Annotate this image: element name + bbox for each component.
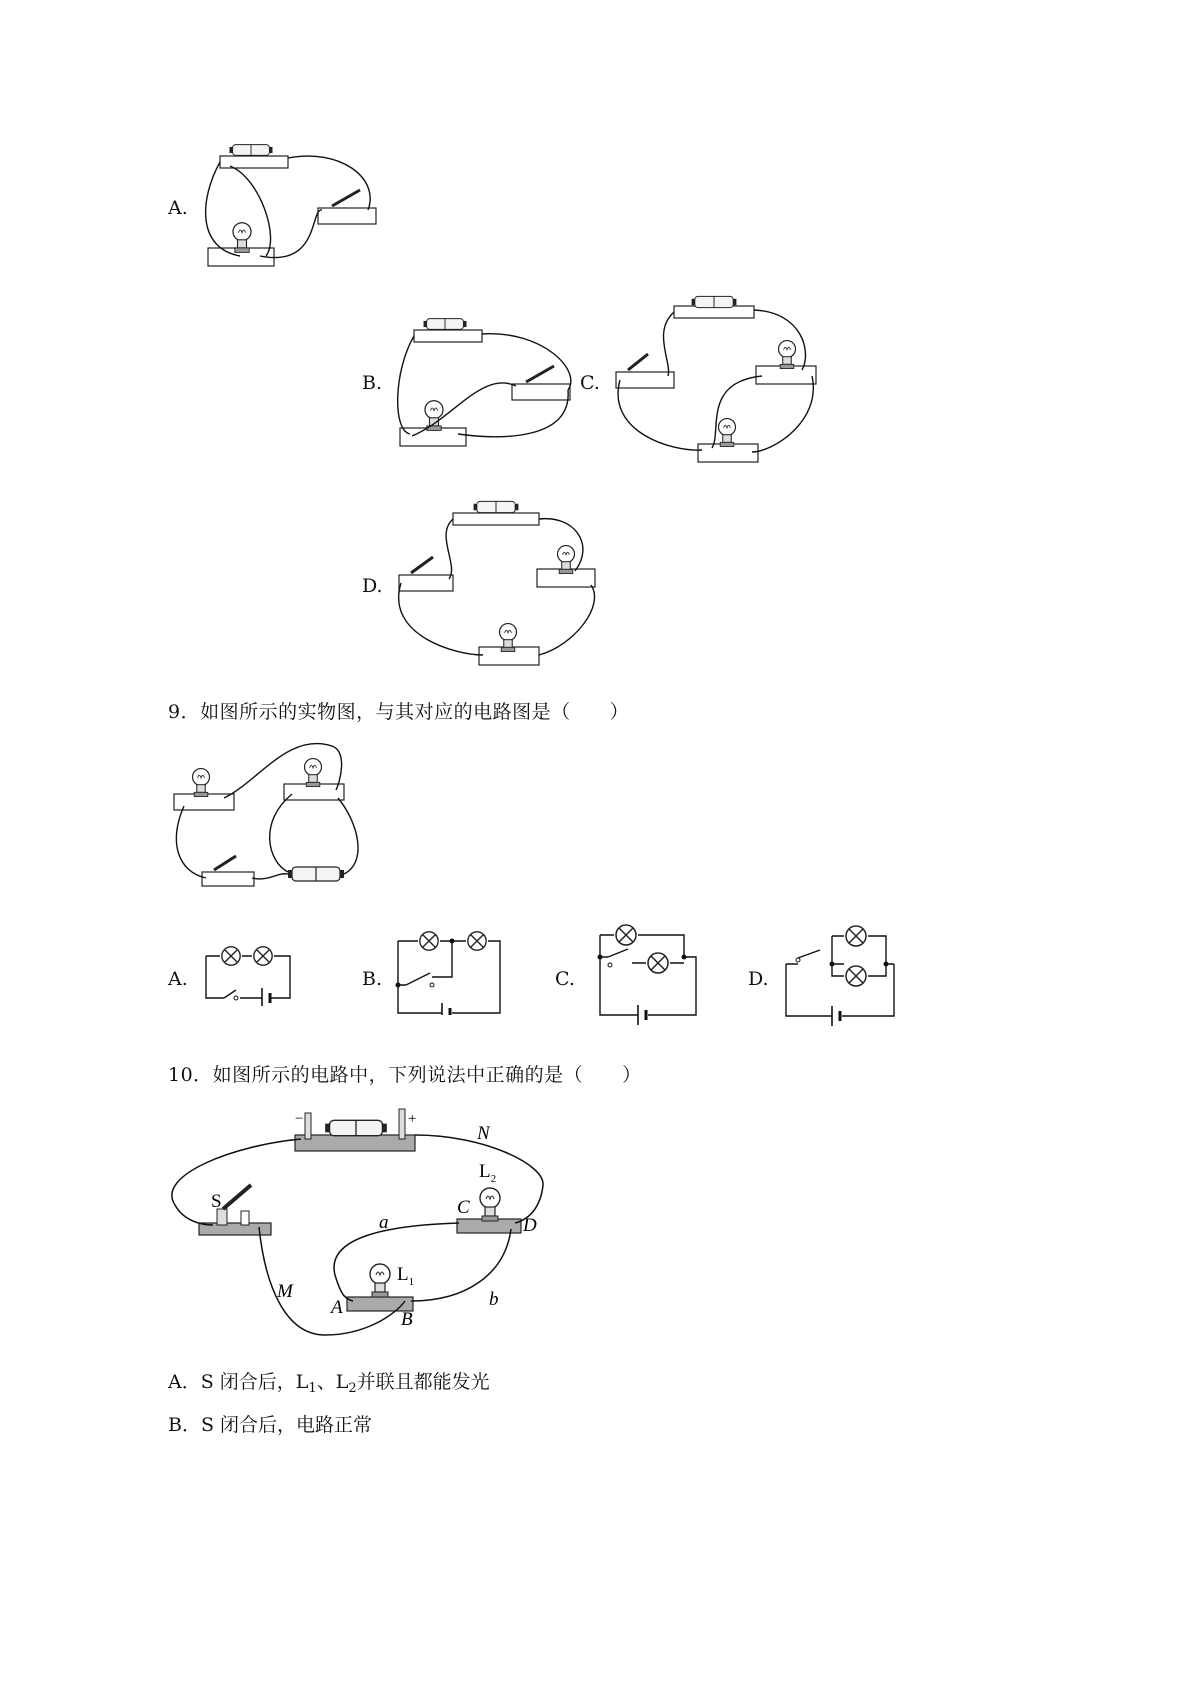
lamp-icon <box>846 966 866 986</box>
lamp-icon <box>254 947 272 965</box>
switch-base <box>512 384 570 400</box>
lamp-icon <box>420 932 438 950</box>
bulb-icon <box>425 401 443 431</box>
switch-symbol <box>406 973 430 985</box>
label-plus: + <box>408 1111 417 1127</box>
label-S: S <box>211 1191 222 1212</box>
q9-stem: 9．如图所示的实物图，与其对应的电路图是（ ） <box>168 701 630 723</box>
switch-lever <box>332 190 360 206</box>
switch-contact <box>796 958 800 962</box>
battery-icon <box>424 319 467 330</box>
label-D: D <box>523 1215 537 1236</box>
schematic-wires <box>786 936 894 1016</box>
battery-bracket <box>399 1109 405 1139</box>
junction-dot <box>450 939 455 944</box>
switch-base <box>318 208 376 224</box>
bulb-icon <box>719 419 736 447</box>
lamp-icon <box>616 925 636 945</box>
switch-base <box>399 575 453 591</box>
q9-physical-circuit-figure <box>168 742 368 892</box>
junction-dot <box>598 955 603 960</box>
junction-dot <box>830 962 835 967</box>
wires <box>206 156 371 258</box>
schematic-wires <box>398 941 500 1013</box>
bulb-icon <box>233 223 251 253</box>
label-L1: $L_1$ <box>397 1264 415 1288</box>
q10-option-b-text: S 闭合后，电路正常 <box>200 1414 373 1436</box>
switch-base <box>616 372 674 388</box>
bulb-icon <box>779 341 796 369</box>
battery-icon <box>692 296 737 307</box>
q9-option-d-schematic <box>782 918 902 1030</box>
battery-icon <box>474 501 519 512</box>
label-L2: $L_2$ <box>479 1161 497 1185</box>
q10-circuit-figure <box>165 1105 555 1355</box>
lamp-icon <box>222 947 240 965</box>
bulb-icon <box>193 769 210 797</box>
q10-stem: 10．如图所示的电路中，下列说法中正确的是（ ） <box>168 1064 642 1086</box>
switch-lever <box>411 557 433 573</box>
lamp-icon <box>846 926 866 946</box>
label-a: a <box>379 1212 389 1233</box>
switch-symbol <box>608 949 628 957</box>
bulb-icon <box>480 1188 500 1221</box>
battery-icon <box>288 867 344 881</box>
bulb-icon <box>370 1264 390 1297</box>
q8-option-c-letter: C. <box>580 372 600 394</box>
q9-option-a-schematic <box>200 938 300 1006</box>
q9-option-c-letter: C. <box>555 968 575 990</box>
q8-option-a-letter: A. <box>168 197 188 219</box>
q9-option-a-letter: A. <box>168 968 188 990</box>
battery-base <box>414 330 482 342</box>
q10-option-b-letter: B． <box>168 1414 201 1436</box>
battery-icon <box>230 145 273 156</box>
q9-option-b-schematic <box>392 925 507 1015</box>
q8-option-a-circuit-figure <box>200 138 390 273</box>
junction-dot <box>396 983 401 988</box>
bulb-icon <box>500 624 517 652</box>
q8-option-b-letter: B. <box>362 372 383 394</box>
q10-option-b <box>168 1410 372 1437</box>
q9-option-d-letter: D. <box>748 968 769 990</box>
label-N: N <box>477 1123 490 1144</box>
switch-contact <box>608 963 612 967</box>
bulb-icon <box>305 759 322 787</box>
schematic-wires <box>206 956 290 998</box>
battery-bracket <box>305 1113 311 1139</box>
switch-lever <box>526 366 554 382</box>
label-C: C <box>457 1197 470 1218</box>
q8-option-d-circuit-figure <box>395 495 600 670</box>
label-A: A <box>331 1297 343 1318</box>
q8-option-b-circuit-figure <box>392 310 582 450</box>
q8-option-d-letter: D. <box>362 575 383 597</box>
junction-dot <box>682 955 687 960</box>
label-M: M <box>277 1281 293 1302</box>
bulb-icon <box>558 546 575 574</box>
label-B: B <box>401 1309 413 1330</box>
q9-option-b-letter: B. <box>362 968 383 990</box>
switch-lever <box>214 856 236 870</box>
battery-icon <box>325 1120 387 1135</box>
battery-base <box>453 513 539 525</box>
schematic-wires <box>600 935 696 1015</box>
lamp-icon <box>468 932 486 950</box>
switch-contact <box>430 983 434 987</box>
q10-option-a-letter: A． <box>168 1371 201 1393</box>
label-minus: − <box>295 1111 304 1127</box>
q9-option-c-schematic <box>588 915 703 1025</box>
battery-base <box>295 1135 415 1151</box>
q10-option-a <box>168 1367 490 1396</box>
wires <box>176 744 358 879</box>
switch-lever <box>628 354 648 370</box>
switch-lever <box>223 1185 251 1209</box>
label-b: b <box>489 1289 499 1310</box>
lamp-icon <box>648 953 668 973</box>
switch-post <box>241 1211 249 1225</box>
q10-option-a-text: S 闭合后，$L_1$、$L_2$并联且都能发光 <box>200 1371 490 1396</box>
junction-dot <box>884 962 889 967</box>
switch-symbol <box>798 950 820 958</box>
switch-contact <box>234 996 238 1000</box>
switch-base <box>202 872 254 886</box>
q8-option-c-circuit-figure <box>612 292 827 467</box>
